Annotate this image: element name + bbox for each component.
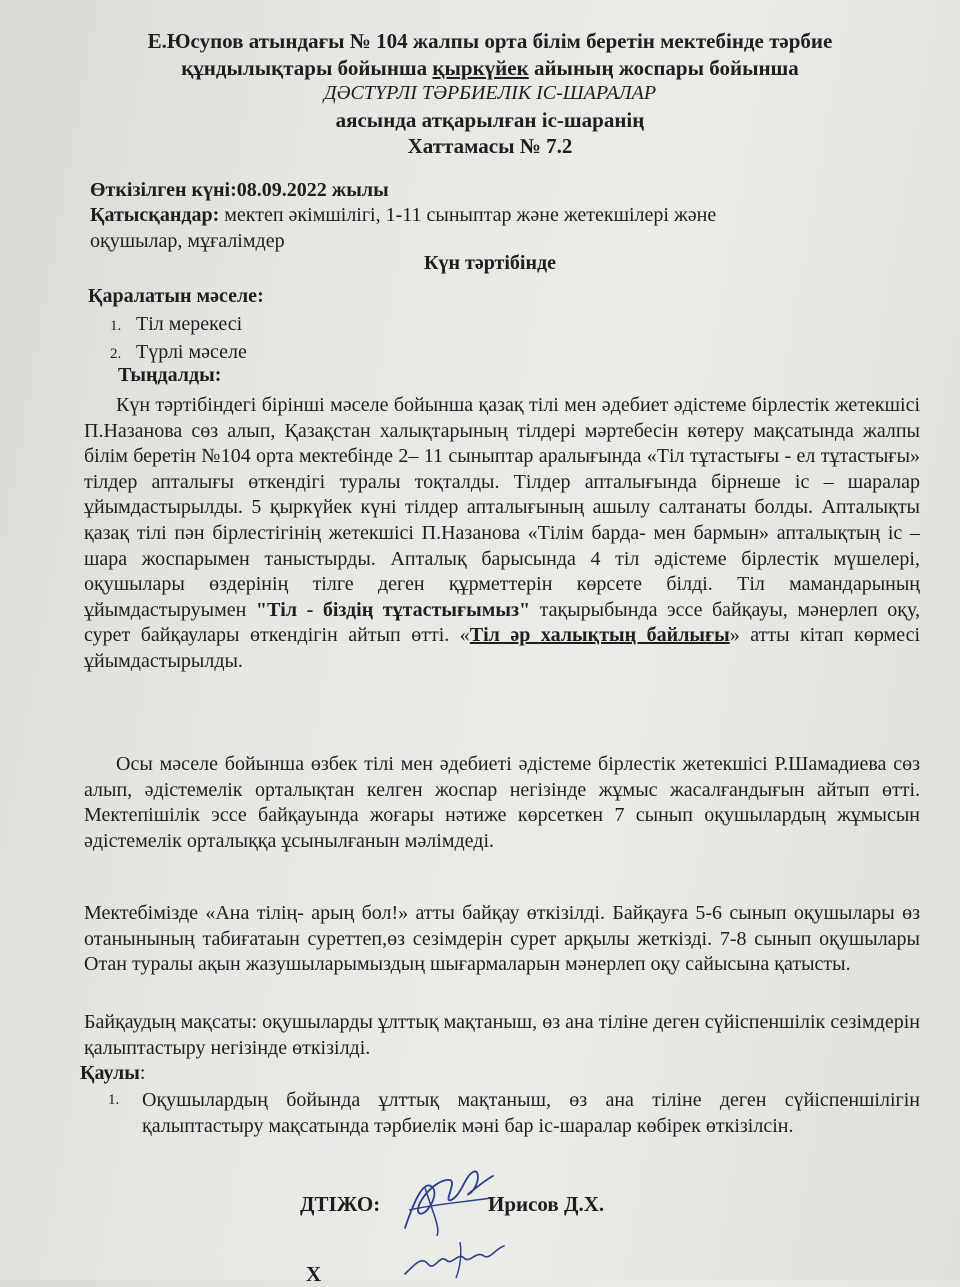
agenda-title: Күн тәртібінде [423, 252, 557, 274]
header-line-4: аясында атқарылған іс-шаранің [335, 108, 645, 132]
participants: Қатысқандар: мектеп әкімшілігі, 1-11 сыныптар және жетекшілері және [90, 204, 717, 226]
issues-label: Қаралатын мәселе: [88, 285, 264, 307]
list-item: 1. Тіл мерекесі [110, 313, 243, 335]
signature-role: ДТІЖО: [300, 1192, 381, 1216]
signature-name: Ирисов Д.Х. [488, 1192, 605, 1216]
protocol-title: Хаттамасы № 7.2 [407, 134, 573, 158]
second-signature-role: Х [306, 1262, 322, 1286]
decision-label: Қаулы [80, 1062, 140, 1084]
meeting-date: Өткізілген күні:08.09.2022 жылы [90, 179, 389, 201]
decision-heading: Қаулы: [80, 1062, 146, 1084]
header-line-3: ДӘСТҮРЛІ ТӘРБИЕЛІК ІС-ШАРАЛАР [323, 82, 657, 104]
participants-label: Қатысқандар: [90, 204, 220, 226]
paragraph-1: Күн тәртібіндегі бірінші мәселе бойынша қазақ тілі мен әдебиет әдістеме бірлестік жетекшісі П.Назанова сөз алып, Қазақстан халықтарының тілдері мәртебесін көтеру мақсатында жалпы білім беретін №104 орта мектебінде 2– 11 сыныптар аралығында «Тіл тұтастығы - ел тұтастығы» тілдер апталығы өткендігі туралы тоқталды. Тілдер апталығында бірнеше іс – шаралар ұйымдастырылды. 5 қыркүйек күні тілдер апталығының ашылу салтанаты болды. Апталықты қазақ тілі пән бірлестігінің жетекшісі П.Назанова «Тілім барда- мен бармын» апталықтың іс – шара жоспарымен таныстырды. Апталық барысында 4 тіл әдістеме бірлестік мүшелері, оқушылары өздерінің тілге деген құрметтерін көрсете білді. Тіл мамандарының ұйымдастыруымен "Тіл - біздің тұтастығымыз" тақырыбында эссе байқауы, мәнерлеп оқу, сурет байқаулары өткендігін айтып өтті. «Тіл әр халықтың байлығы» атты кітап көрмесі ұйымдастырылды. [84, 394, 920, 672]
header-month: қыркүйек [432, 56, 529, 80]
header-line-2: құндылықтары бойынша қыркүйек айының жоспары бойынша [181, 56, 799, 80]
paragraph-4: Байқаудың мақсаты: оқушыларды ұлттық мақтаныш, өз ана тіліне деген сүйіспеншілік сезімдерін қалыптастыру негізінде өткізілді. [84, 1011, 920, 1059]
list-item: 2. Түрлі мәселе [110, 341, 247, 363]
paragraph-2: Осы мәселе бойынша өзбек тілі мен әдебиеті әдістеме бірлестік жетекшісі Р.Шамадиева сөз алып, әдістемелік орталықтан келген жоспар негізінде жұмыс жасалғандығын айтып өтті. Мектепішілік эссе байқауында жоғары нәтиже көрсеткен 7 сынып оқушылардың жұмысын әдістемелік орталыққа ұсынылғанын мәлімдеді. [84, 753, 920, 852]
paragraph-3: Мектебімізде «Ана тілің- арың бол!» атты байқау өткізілді. Байқауға 5-6 сынып оқушылары өз отанынының табиғатаын суреттеп,өз сезімдерін сурет арқылы жеткізді. 7-8 сынып оқушылары Отан туралы ақын жазушыларымыздың шығармаларын мәнерлеп оқу сайысына қатысты. [84, 902, 920, 976]
issues-list [110, 311, 247, 367]
decision-item: 1. Оқушылардың бойында ұлттық мақтаныш, өз ана тіліне деген сүйіспеншілігін қалыптастыру мақсатында тәрбиелік мәні бар іс-шаралар көбірек өткізілсін. [108, 1089, 920, 1137]
heard-label: Тыңдалды: [118, 364, 222, 386]
header-line-1: Е.Юсупов атындағы № 104 жалпы орта білім беретін мектебінде тәрбие [147, 29, 833, 53]
second-signature-icon [400, 1234, 510, 1280]
participants-line-2: оқушылар, мұғалімдер [90, 230, 285, 252]
